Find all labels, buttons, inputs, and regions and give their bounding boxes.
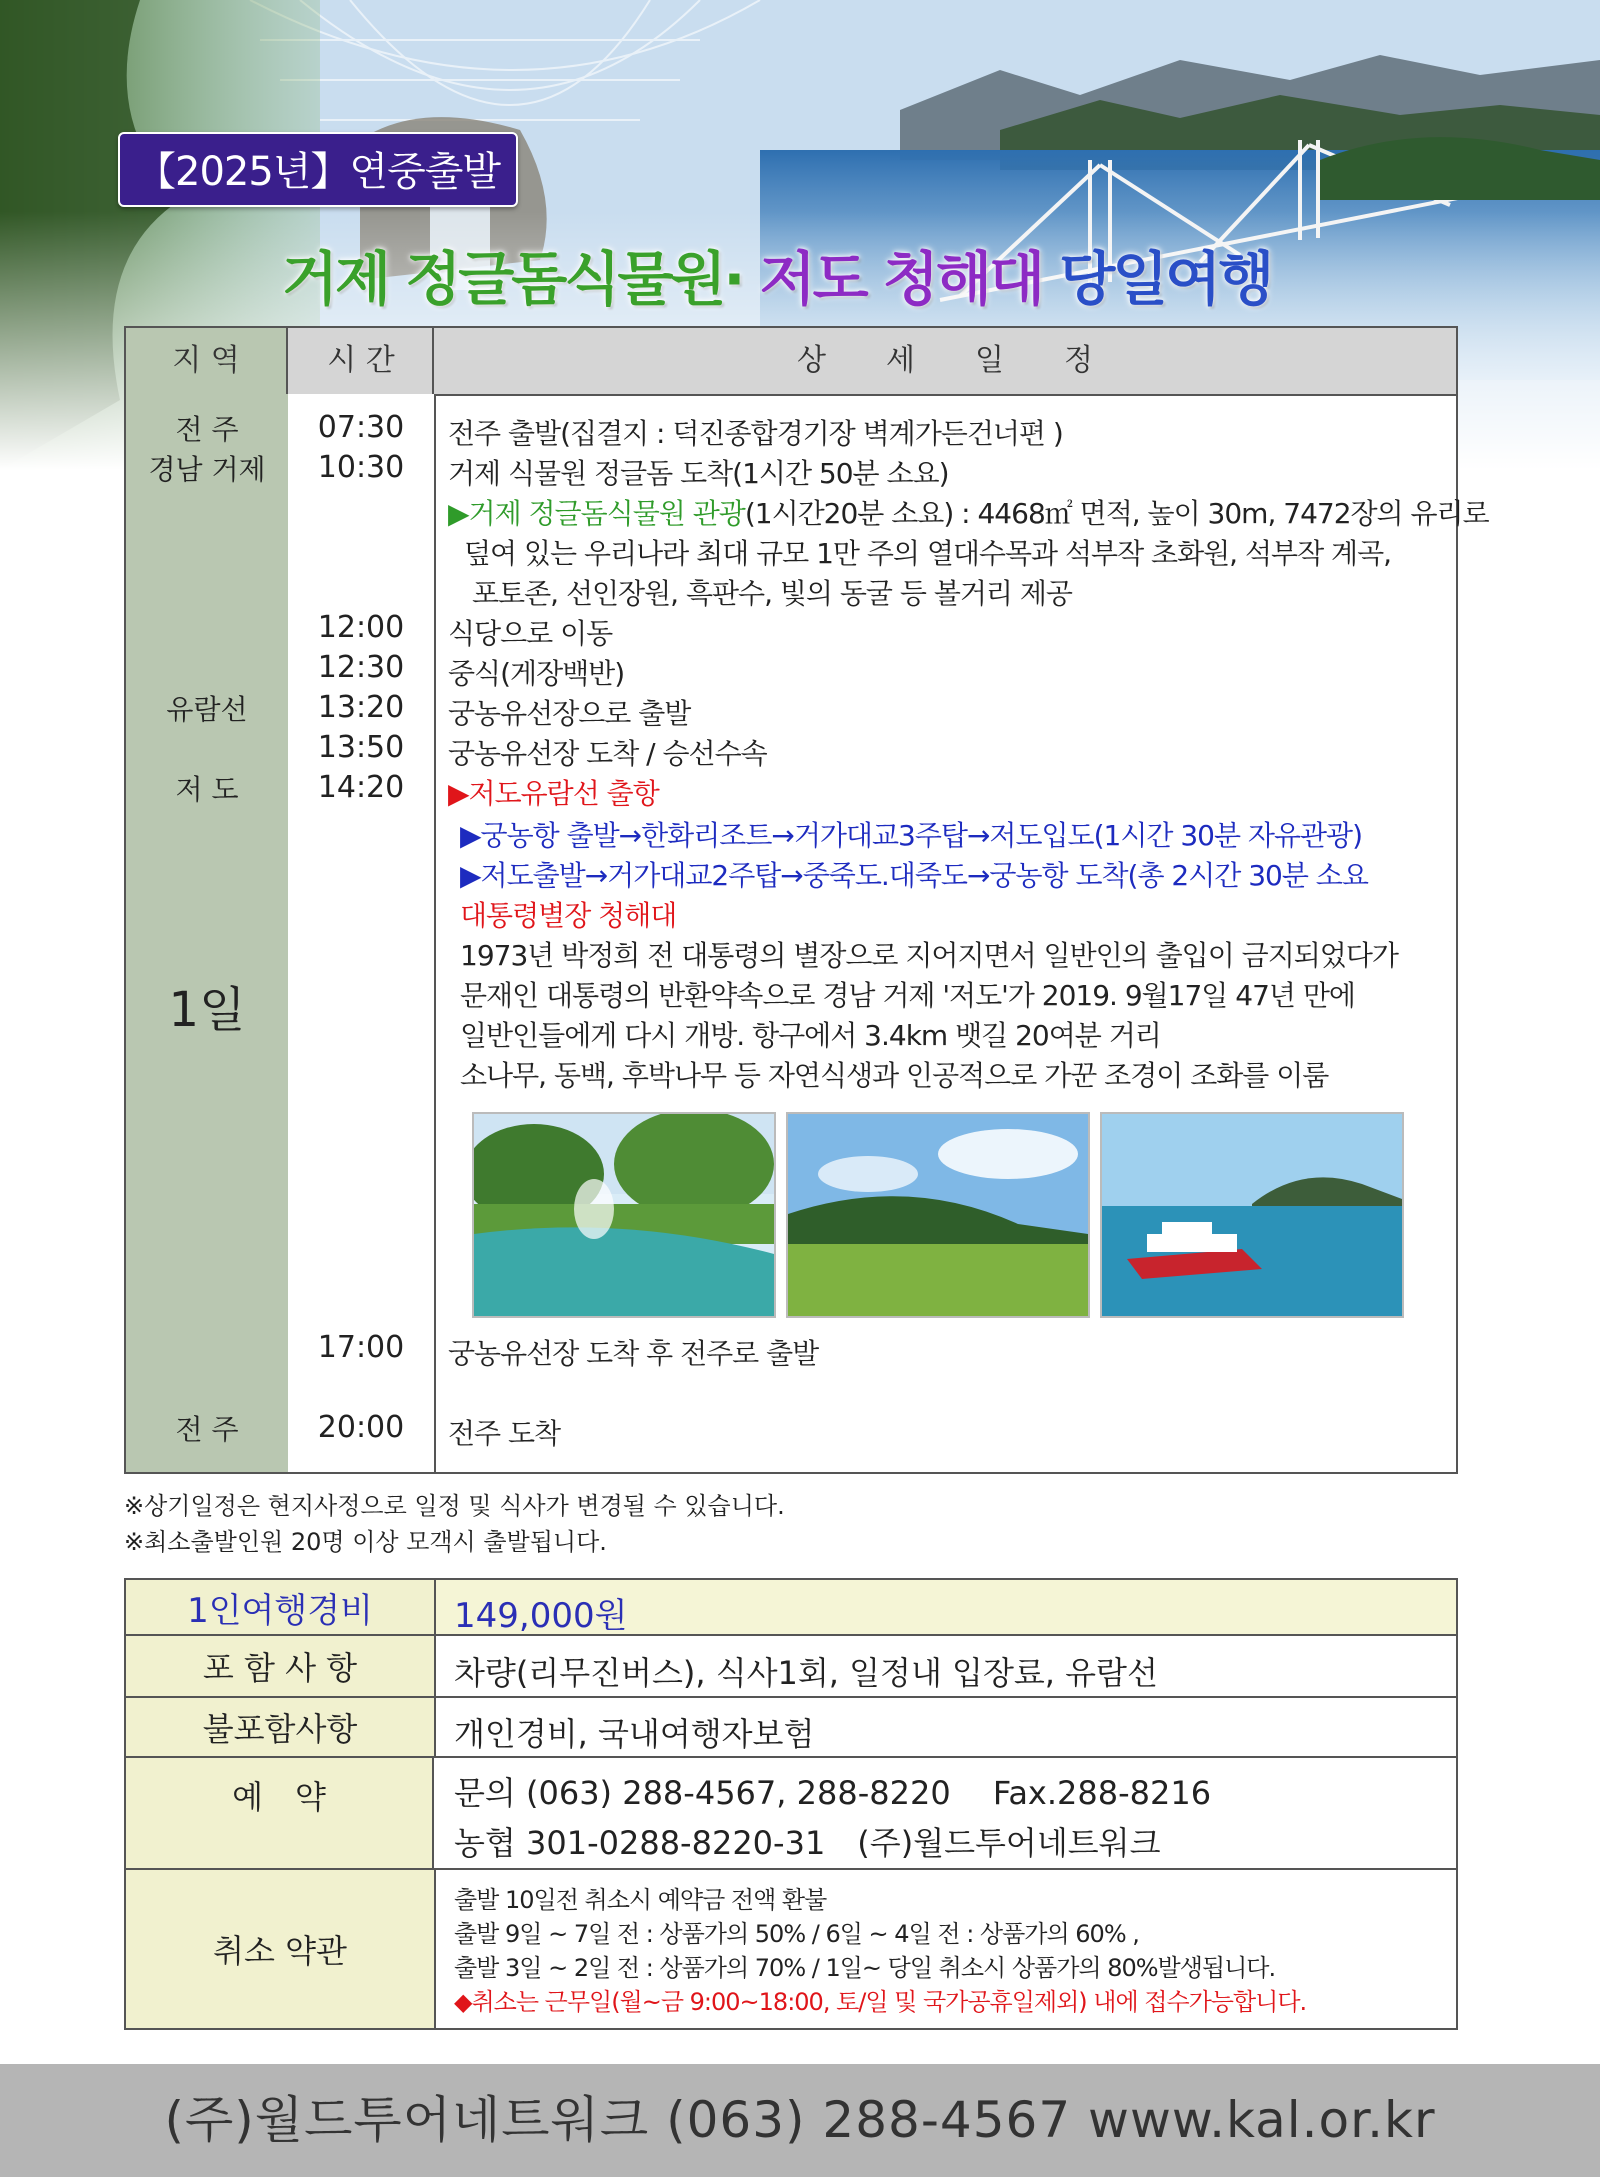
cancel-line: 출발 9일 ~ 7일 전 : 상품가의 50% / 6일 ~ 4일 전 : 상품가의 60% , bbox=[454, 1920, 1139, 1948]
region-column bbox=[126, 394, 290, 1472]
include-label: 포 함 사 항 bbox=[126, 1636, 436, 1696]
cancel-label: 취소 약관 bbox=[126, 1870, 436, 2028]
cruise-ship-photo bbox=[1100, 1112, 1404, 1318]
exclude-label: 불포함사항 bbox=[126, 1698, 436, 1756]
time-0730: 07:30 bbox=[317, 410, 405, 445]
fee-value: 149,000원 bbox=[454, 1596, 628, 1636]
schedule-table bbox=[124, 326, 1489, 1474]
day-label: 1일 bbox=[168, 982, 246, 1038]
title-part-blue: 당일여행 bbox=[1059, 245, 1272, 313]
detail-line: 덮여 있는 우리나라 최대 규모 1만 주의 열대수목과 석부작 초화원, 석부작 계곡, bbox=[464, 537, 1392, 570]
cancel-notice: ◆취소는 근무일(월~금 9:00~18:00, 토/일 및 국가공휴일제외) 내에 접수가능합니다. bbox=[454, 1988, 1307, 2016]
region-geoje: 경남 거제 bbox=[148, 453, 266, 486]
route-line-2: ▶저도출발→거가대교2주탑→중죽도.대죽도→궁농항 도착(총 2시간 30분 소요 bbox=[460, 859, 1368, 892]
fee-row bbox=[126, 1580, 1456, 1636]
detail-line: 궁농유선장으로 출발 bbox=[448, 697, 691, 730]
detail-line: 1973년 박정희 전 대통령의 별장으로 지어지면서 일반인의 출입이 금지되었다가 bbox=[460, 939, 1398, 972]
include-row bbox=[126, 1636, 1456, 1698]
cancel-row bbox=[126, 1870, 1456, 2028]
detail-line: ▶거제 정글돔식물원 관광(1시간20분 소요) : 4468㎡ 면적, 높이 30m, 7472장의 유리로 bbox=[448, 497, 1489, 530]
time-1030: 10:30 bbox=[317, 450, 405, 485]
detail-line: 거제 식물원 정글돔 도착(1시간 50분 소요) bbox=[448, 457, 949, 490]
title-part-purple: 저도 청해대 bbox=[759, 245, 1042, 313]
time-2000: 20:00 bbox=[317, 1410, 405, 1445]
cancel-line: 출발 3일 ~ 2일 전 : 상품가의 70% / 1일~ 당일 취소시 상품가의 80%발생됩니다. bbox=[454, 1954, 1276, 1982]
lawn-photo bbox=[786, 1112, 1090, 1318]
time-1230: 12:30 bbox=[317, 650, 405, 685]
jungle-dome-tour-label: ▶거제 정글돔식물원 관광 bbox=[448, 497, 745, 530]
garden-lake-photo bbox=[472, 1112, 776, 1318]
price-table bbox=[124, 1578, 1458, 2030]
year-badge: 【2025년】연중출발 bbox=[118, 132, 518, 207]
reservation-account: 농협 301-0288-8220-31 (주)월드투어네트워크 bbox=[454, 1824, 1161, 1862]
reservation-contact: 문의 (063) 288-4567, 288-8220 Fax.288-8216 bbox=[454, 1774, 1212, 1812]
exclude-row bbox=[126, 1698, 1456, 1758]
title-part-green: 거제 정글돔식물원· bbox=[282, 245, 743, 313]
region-jeonju: 전 주 bbox=[175, 413, 239, 446]
reservation-row bbox=[126, 1758, 1456, 1870]
note-schedule-change: ※상기일정은 현지사정으로 일정 및 식사가 변경될 수 있습니다. bbox=[124, 1492, 785, 1520]
detail-line: 궁농유선장 도착 후 전주로 출발 bbox=[448, 1337, 819, 1370]
time-1700: 17:00 bbox=[317, 1330, 405, 1365]
header-time: 시 간 bbox=[327, 343, 395, 378]
detail-line: 식당으로 이동 bbox=[448, 617, 613, 650]
time-1320: 13:20 bbox=[317, 690, 405, 725]
detail-line: 문재인 대통령의 반환약속으로 경남 거제 '저도'가 2019. 9월17일 47년 만에 bbox=[460, 979, 1355, 1012]
detail-line: 포토존, 선인장원, 흑판수, 빛의 동굴 등 볼거리 제공 bbox=[472, 577, 1072, 610]
include-value: 차량(리무진버스), 식사1회, 일정내 입장료, 유람선 bbox=[454, 1654, 1158, 1692]
detail-line: 궁농유선장 도착 / 승선수속 bbox=[448, 737, 767, 770]
region-jeonju-return: 전 주 bbox=[175, 1413, 239, 1446]
fee-label: 1인여행경비 bbox=[126, 1580, 436, 1634]
detail-line: 전주 출발(집결지 : 덕진종합경기장 벽계가든건너편 ) bbox=[448, 417, 1063, 450]
detail-line: 중식(게장백반) bbox=[448, 657, 625, 690]
route-line-1: ▶궁농항 출발→한화리조트→거가대교3주탑→저도입도(1시간 30분 자유관광) bbox=[460, 819, 1363, 852]
detail-line: 일반인들에게 다시 개방. 항구에서 3.4km 뱃길 20여분 거리 bbox=[460, 1019, 1161, 1052]
footer-contact: (주)월드투어네트워크 (063) 288-4567 www.kal.or.kr bbox=[0, 2064, 1600, 2177]
exclude-value: 개인경비, 국내여행자보험 bbox=[454, 1715, 815, 1753]
detail-line: 전주 도착 bbox=[448, 1417, 561, 1450]
schedule-header-row bbox=[126, 328, 1456, 396]
header-detail: 상 세 일 정 bbox=[797, 343, 1093, 378]
time-column bbox=[288, 394, 436, 1472]
page-title bbox=[282, 232, 1271, 316]
region-cruise: 유람선 bbox=[166, 693, 248, 726]
note-min-participants: ※최소출발인원 20명 이상 모객시 출발됩니다. bbox=[124, 1528, 607, 1556]
cancel-line: 출발 10일전 취소시 예약금 전액 환불 bbox=[454, 1886, 827, 1914]
time-1420: 14:20 bbox=[317, 770, 405, 805]
region-jeodo: 저 도 bbox=[175, 773, 239, 806]
header-region: 지 역 bbox=[126, 328, 286, 394]
detail-line: 소나무, 동백, 후박나무 등 자연식생과 인공적으로 가꾼 조경이 조화를 이룸 bbox=[460, 1059, 1329, 1092]
reservation-label: 예 약 bbox=[126, 1758, 434, 1868]
time-1200: 12:00 bbox=[317, 610, 405, 645]
cheonghaedae-heading: 대통령별장 청해대 bbox=[460, 899, 677, 932]
time-1350: 13:50 bbox=[317, 730, 405, 765]
cruise-departure-label: ▶저도유람선 출항 bbox=[448, 777, 659, 810]
